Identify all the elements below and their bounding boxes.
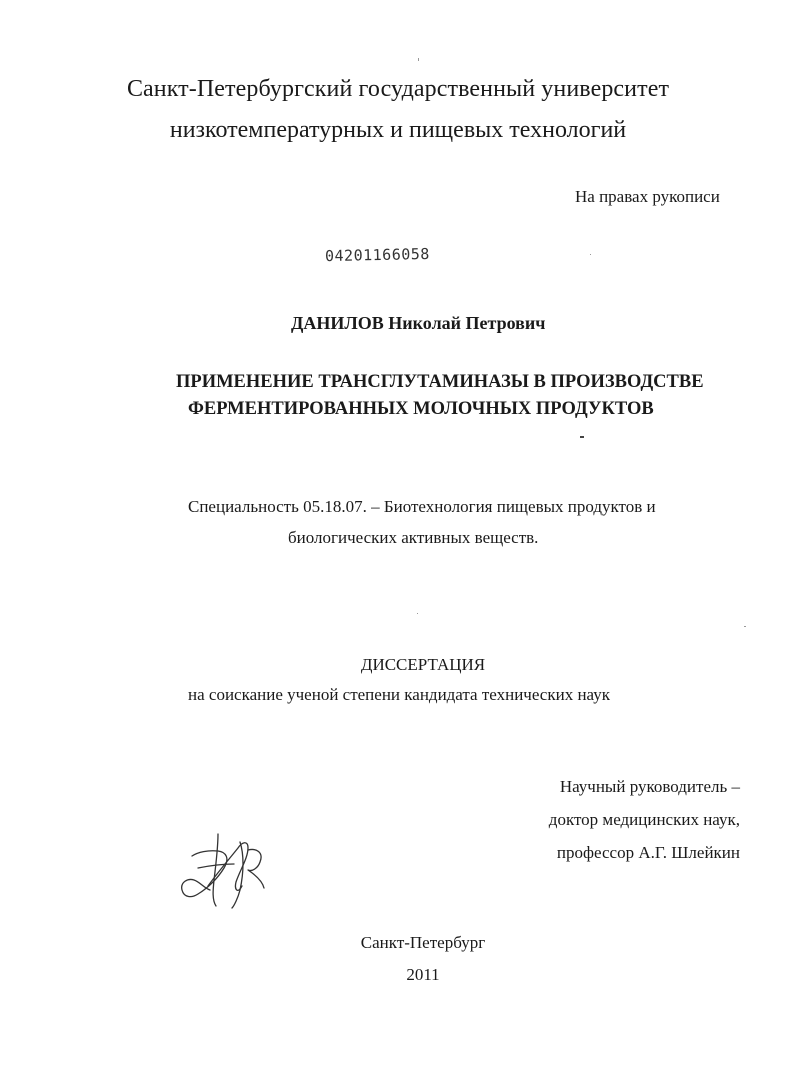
scan-speck — [580, 436, 584, 438]
year: 2011 — [406, 965, 440, 984]
supervisor-label: Научный руководитель – — [559, 777, 740, 796]
scan-speck — [744, 626, 746, 627]
city: Санкт-Петербург — [360, 933, 486, 952]
manuscript-note: На правах рукописи — [575, 187, 720, 206]
supervisor-degree: доктор медицинских наук, — [548, 810, 740, 829]
serial-number: 04201166058 — [324, 244, 431, 266]
university-name-line-1: Санкт-Петербургский государственный университет — [126, 76, 670, 102]
scan-speck — [590, 254, 591, 255]
dissertation-title-line-1: ПРИМЕНЕНИЕ ТРАНСГЛУТАМИНАЗЫ В ПРОИЗВОДСТВЕ — [176, 372, 704, 392]
university-name-line-2: низкотемпературных и пищевых технологий — [169, 117, 627, 143]
handwritten-signature — [178, 828, 272, 912]
dissertation-title-line-2: ФЕРМЕНТИРОВАННЫХ МОЛОЧНЫХ ПРОДУКТОВ — [188, 399, 654, 419]
author-name: ДАНИЛОВ Николай Петрович — [291, 313, 546, 333]
degree-line: на соискание ученой степени кандидата технических наук — [188, 685, 611, 704]
scan-speck — [418, 58, 419, 61]
document-type: ДИССЕРТАЦИЯ — [360, 655, 486, 674]
supervisor-name: профессор А.Г. Шлейкин — [556, 843, 740, 862]
specialty-line-2: биологических активных веществ. — [288, 528, 539, 547]
specialty-line-1: Специальность 05.18.07. – Биотехнология пищевых продуктов и — [188, 497, 656, 516]
scan-speck — [417, 613, 418, 614]
